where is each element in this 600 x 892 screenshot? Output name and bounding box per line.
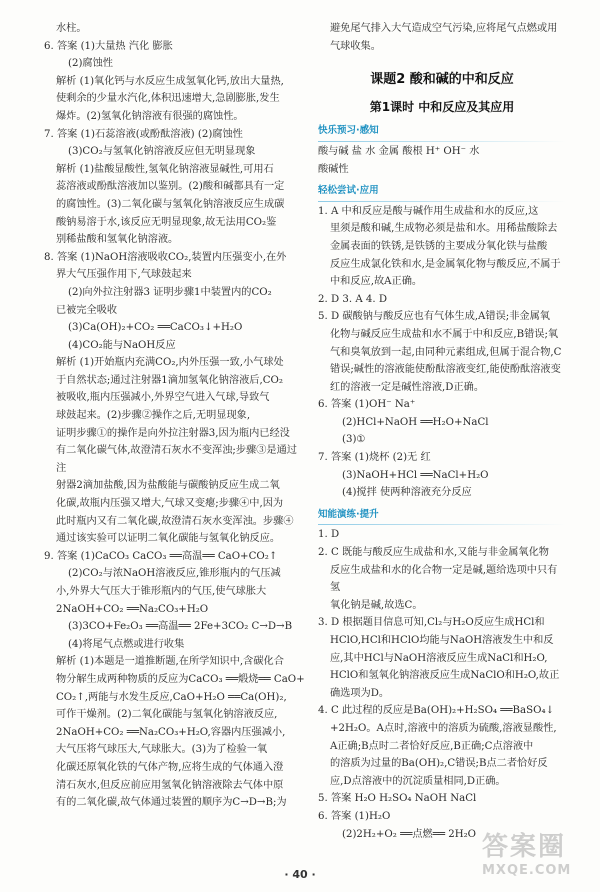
equation-line: (2)HCl+NaOH ══H₂O+NaCl xyxy=(342,416,489,428)
answer-6-line: 6. 答案 (1)大量热 汽化 膨胀 xyxy=(44,40,173,52)
answer-5-line: 5. 答案 H₂O H₂SO₄ NaOH NaCl xyxy=(318,793,477,805)
right-column xyxy=(318,20,566,843)
answer-1-line: 1. D xyxy=(318,529,340,541)
text-line: CO₂↑,两能与水发生反应,CaO+H₂O ══Ca(OH)₂, xyxy=(56,691,287,703)
text-line: 射器2滴加盐酸,因为盐酸能与碳酸钠反应生成二氧 xyxy=(56,480,280,492)
text-line: 酸与碱 盐 水 金属 酸根 H⁺ OH⁻ 水 xyxy=(318,145,480,157)
text-line: (4)搅拌 使两种溶液充分反应 xyxy=(342,487,472,499)
text-line: 应,其中HCl与NaOH溶液反应生成NaCl和H₂O, xyxy=(330,652,548,664)
text-line: 爆炸。(2)氢氧化钠溶液有很强的腐蚀性。 xyxy=(56,110,244,122)
section-tag-improve: 知能演练·提升 xyxy=(318,506,566,526)
text-line: 通过该实验可以证明二氧化碳能与氢氧化钠反应。 xyxy=(56,533,281,545)
text-line: (2)向外拉注射器3 证明步骤1中装置内的CO₂ xyxy=(68,286,272,298)
answer-6-line: 6. 答案 (1)H₂O xyxy=(318,810,391,822)
text-line: 证明步骤①的操作是向外拉注射器3,因为瓶内已经没 xyxy=(56,427,290,439)
text-line: 确选项为D。 xyxy=(330,687,390,699)
text-line: 中和反应,故A正确。 xyxy=(330,276,423,288)
equation-line: (3)Ca(OH)₂+CO₂ ══CaCO₃↓+H₂O xyxy=(68,322,243,334)
text-line: 化碳,故瓶内压强又增大,气球又变瘪;步骤④中,因为 xyxy=(56,498,284,510)
answer-1-line: 1. A 中和反应是酸与碱作用生成盐和水的反应,这 xyxy=(318,205,539,217)
text-line: (4)CO₂能与NaOH反应 xyxy=(68,339,176,351)
text-line: HClO,HCl和HClO均能与NaOH溶液发生中和反 xyxy=(330,635,554,646)
text-line: 红的溶液一定是碱性溶液,D正确。 xyxy=(330,381,485,393)
text-line: (3)CO₂与氢氧化钠溶液反应但无明显现象 xyxy=(68,146,256,158)
watermark-line1: 答案圈 xyxy=(482,832,567,862)
watermark-logo xyxy=(482,832,592,888)
text-line: 氧化钠是碱,故选C。 xyxy=(330,599,423,611)
text-line: 化碳还原氧化铁的气体产物,应将生成的气体通入澄 xyxy=(56,761,284,773)
text-line: 使剩余的少量水汽化,体积迅速增大,急剧膨胀,发生 xyxy=(56,93,280,105)
text-line: A正确;B点时二者恰好反应,B正确;C点溶液中 xyxy=(330,740,534,752)
text-line: 已被完全吸收 xyxy=(56,304,118,316)
text-line: (2)CO₂与浓NaOH溶液反应,锥形瓶内的气压减 xyxy=(68,568,281,580)
text-line: 避免尾气排入大气造成空气污染,应将尾气点燃或用 xyxy=(330,23,558,34)
answer-2-line: 2. C 既能与酸反应生成盐和水,又能与非金属氧化物 xyxy=(318,547,549,559)
answer-2-4-line: 2. D 3. A 4. D xyxy=(318,293,388,305)
text-line: 有的二氧化碳,故气体通过装置的顺序为C→D→B;为 xyxy=(56,797,287,809)
text-line: 界大气压强作用下,气球鼓起来 xyxy=(56,269,192,281)
text-line: 金属表面的铁锈,是铁锈的主要成分氧化铁与盐酸 xyxy=(330,240,548,252)
text-line: 2NaOH+CO₂ ══Na₂CO₃+H₂O,容器内压强减小, xyxy=(56,726,286,738)
text-line: 酸钠易溶于水,该反应无明显现象,故无法用CO₂鉴 xyxy=(56,216,277,228)
text-line: 有二氧化碳气体,故澄清石灰水不变浑浊;步骤③是通过注 xyxy=(56,445,297,474)
text-line: (3)① xyxy=(342,434,366,446)
analysis-6-line: 解析 (1)氧化钙与水反应生成氢氧化钙,放出大量热, xyxy=(56,75,284,87)
analysis-7-line: 解析 (1)盐酸显酸性,氢氧化钠溶液显碱性,可用石 xyxy=(56,163,274,175)
watermark-line2: MXQE.COM xyxy=(482,863,572,878)
answer-8-line: 8. 答案 (1)NaOH溶液吸收CO₂,装置内压强变小,在外 xyxy=(44,251,287,263)
text-line: 的腐蚀性。(3)二氧化碳与氢氧化钠溶液反应生成碳 xyxy=(56,198,285,210)
answer-9-line: 9. 答案 (1)CaCO₃ CaCO₃ ══高温══ CaO+CO₂↑ xyxy=(44,550,278,562)
equation-line: (2)2H₂+O₂ ══点燃══ 2H₂O xyxy=(342,828,477,840)
text-line: 物分解生成两种物质的反应为CaCO₃ ══煅烧══ CaO+ xyxy=(56,673,305,685)
text-line: 化物与碱反应生成盐和水不属于中和反应,B错误;氧 xyxy=(330,328,559,340)
text-line: 于自然状态;通过注射器1滴加氢氧化钠溶液后,CO₂ xyxy=(56,374,283,386)
analysis-9-line: 解析 (1)本题是一道推断题,在所学知识中,含碳化合 xyxy=(56,656,284,668)
text-line: 可作干燥剂。(2)二氧化碳能与氢氧化钠溶液反应, xyxy=(56,709,278,721)
equation-line: (3)3CO+Fe₂O₃ ══高温══ 2Fe+3CO₂ C→D→B xyxy=(68,621,293,633)
text-line: 错误;碱性的溶液能使酚酞溶液变红,能使酚酞溶液变 xyxy=(330,364,561,376)
text-line: (2)腐蚀性 xyxy=(68,58,113,70)
equation-line: 2NaOH+CO₂ ══Na₂CO₃+H₂O xyxy=(56,603,209,615)
text-line: 气和臭氧放到一起,由同种元素组成,但属于混合物,C xyxy=(330,346,562,358)
analysis-8-line: 解析 (1)开始瓶内充满CO₂,内外压强一致,小气球处 xyxy=(56,357,284,369)
text-line: 此时瓶内又有二氧化碳,故澄清石灰水变浑浊。步骤④ xyxy=(56,515,294,527)
section-title: 第1课时 中和反应及其应用 xyxy=(369,99,515,114)
text-line: 的溶质为过量的Ba(OH)₂,C错误;B点二者恰好反 xyxy=(330,758,548,770)
text-line: HClO和氢氧化钠溶液反应生成NaClO和H₂O,故正 xyxy=(330,670,560,682)
section-tag-practice: 轻松尝试·应用 xyxy=(318,182,566,202)
text-line: 蕊溶液或酚酞溶液加以鉴别。(2)酸和碱都具有一定 xyxy=(56,181,285,193)
text-line: 反应生成氯化铁和水,是金属氧化物与酸反应,不属于 xyxy=(330,258,561,270)
text-line: 酸碱性 xyxy=(318,163,349,175)
answer-4-line: 4. C 此过程的反应是Ba(OH)₂+H₂SO₄ ══BaSO₄↓ xyxy=(318,705,555,717)
answer-7-line: 7. 答案 (1)石蕊溶液(或酚酞溶液) (2)腐蚀性 xyxy=(44,128,243,140)
text-line: 小,外界大气压大于锥形瓶内的气压,使气球胀大 xyxy=(56,586,267,597)
text-line: 大气压将气球压大,气球胀大。(3)为了检验一氧 xyxy=(56,744,268,756)
left-column xyxy=(44,20,306,812)
text-line: 里须是酸和碱,生成物必须是盐和水。用稀盐酸除去 xyxy=(330,223,558,235)
lesson-title: 课题2 酸和碱的中和反应 xyxy=(370,72,514,88)
section-tag-preview: 快乐预习·感知 xyxy=(318,122,566,142)
text-line: (4)将尾气点燃或进行收集 xyxy=(68,638,185,650)
answer-5-line: 5. D 碳酸钠与酸反应也有气体生成,A错误;非金属氧 xyxy=(318,311,550,323)
text-line: 水柱。 xyxy=(56,23,87,34)
page-number: · 40 · xyxy=(284,868,316,881)
text-line: 反应生成盐和水的化合物一定是碱,题给选项中只有氢 xyxy=(330,564,558,594)
text-line: 清石灰水,但反应前应用氢氧化钠溶液除去气体中原 xyxy=(56,779,284,791)
text-line: 被吸收,瓶内压强减小,外界空气进入气球,导致气 xyxy=(56,392,270,404)
equation-line: (3)NaOH+HCl ══NaCl+H₂O xyxy=(342,469,489,481)
answer-7-line: 7. 答案 (1)烧杯 (2)无 红 xyxy=(318,452,431,464)
answer-3-line: 3. D 根据题目信息可知,Cl₂与H₂O反应生成HCl和 xyxy=(318,617,545,629)
text-line: 球鼓起来。(2)步骤②操作之后,无明显现象, xyxy=(56,410,251,422)
text-line: 气球收集。 xyxy=(330,40,381,52)
text-line: +2H₂O。A点时,溶液中的溶质为硫酸,溶液显酸性, xyxy=(330,722,557,734)
answer-6-line: 6. 答案 (1)OH⁻ Na⁺ xyxy=(318,399,416,411)
text-line: 别稀盐酸和氢氧化钠溶液。 xyxy=(56,234,179,246)
text-line: 应,D点溶液中的沉淀质量相同,D正确。 xyxy=(330,775,506,787)
